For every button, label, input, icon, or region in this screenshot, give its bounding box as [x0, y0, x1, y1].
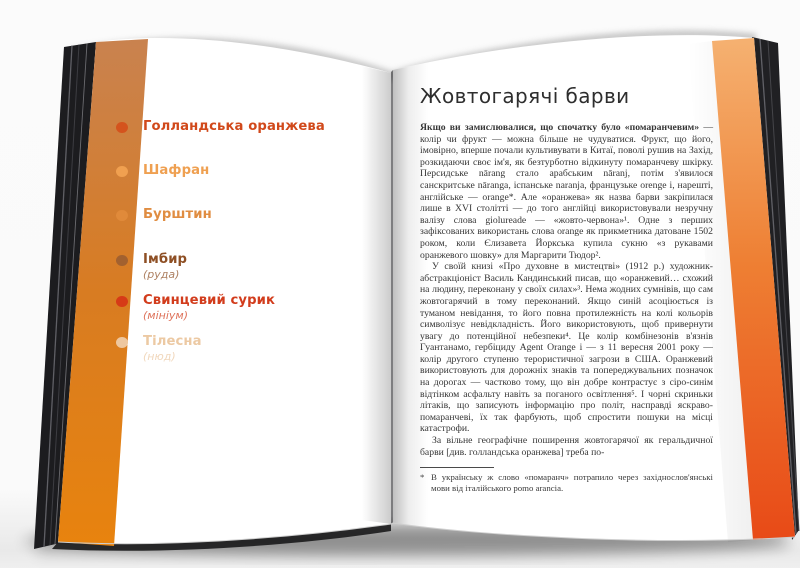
paragraph: У своїй книзі «Про духовне в мистецтві» (1912 р.) художник-абстракціоніст Василь Кандинський писав, що «оранжевий… схожий на людину, переконану у своїх силах»³. Нема жодних сумнівів, що сам жовтогарячий в тому переконаний. Якщо синій асоціюється із туманом невідання, то його повна протилежність на колі кольорів символізує невідкладність. Його використовують, щоб привернути увагу до потенційної небезпеки⁴. Це колір комбінезонів в'язнів Гуантанамо, гербіциду Agent Orange і — з 11 вересня 2001 року — колір другого ступеню терористичної загрози в США. Оранжевий використовують для дорожніх знаків та попереджувальних позначок на дорогах — частково тому, що він добре контрастує з сіро-синім відтінком асфальту навіть за поганого освітлення⁵. І чорні скриньки літаків, що записують інформацію про політ, насправді яскраво-помаранчеві, їх так фарбують, щоб спростити пошуки на місці катастрофи. [420, 261, 713, 435]
color-swatch-list [116, 119, 366, 375]
color-name-label: Бурштин [143, 207, 212, 223]
color-name-label: Тілесна [143, 333, 202, 349]
paragraph: Якщо ви замислювалися, що спочатку було «помаранчевим» — колір чи фрукт — можна більше не чудуватися. Фрукт, що його, імовірно, вперше почали культивувати в Китаї, поволі рушив на Захід, розкидаючи своє ім'я, як безтурботно відкинуту помаранчеву шкірку. Персидське nārang стало арабським nāranj, потім з'явилося санскритське nāranga, іспанське naranja, французьке orenge і, нарешті, англійське — orange*. Але «оранжева» як назва барви закріпилася лише в XVI столітті — до того англійці використовували незручну валізу слова giolureade — «жовто-червона»¹. Одне з перших зафіксованих використань слова orange як прикметника датоване 1502 роком, коли Єлизавета Йоркська купила сукню «з рукавами оранжевого шовку» для Маргарити Тюдор². [420, 122, 714, 261]
footnote-text: В українську ж слово «помаранч» потрапило через західнослов'янські мови від італійського pomo arancia. [431, 472, 713, 494]
color-alt-name-label: (руда) [143, 267, 180, 281]
color-name-label: Імбир [143, 251, 188, 267]
footnote [420, 467, 713, 494]
color-name-label: Свинцевий сурик [143, 292, 276, 308]
color-list-item [116, 334, 366, 363]
color-list-item [116, 293, 366, 322]
color-list-item [116, 252, 366, 281]
chapter-text-column [420, 84, 713, 494]
color-name-label: Шафран [143, 163, 210, 179]
chapter-title: Жовтогарячі барви [420, 84, 630, 108]
color-list-item [116, 207, 366, 222]
paragraph-bold-lead: Якщо ви замислювалися, що спочатку було «помаранчевим» [420, 122, 700, 133]
color-dot-icon [116, 166, 128, 177]
color-dot-icon [116, 296, 128, 307]
footnote-rule [420, 467, 494, 468]
paragraph: За вільне географічне поширення жовтогарячої як геральдичної барви [див. голландська оранжева] треба по- [420, 435, 713, 458]
color-alt-name-label: (мініум) [143, 308, 188, 322]
footnote-marker: * [420, 472, 425, 483]
body-paragraphs [420, 122, 713, 458]
color-dot-icon [116, 122, 128, 133]
color-name-label: Голландська оранжева [143, 119, 325, 134]
color-dot-icon [116, 337, 128, 348]
color-dot-icon [116, 210, 128, 221]
color-dot-icon [116, 255, 128, 266]
color-list-item [116, 119, 366, 134]
color-list-item [116, 163, 366, 178]
spine-line [391, 70, 393, 524]
gutter-shadow-left [362, 66, 391, 524]
color-alt-name-label: (нюд) [143, 350, 176, 364]
